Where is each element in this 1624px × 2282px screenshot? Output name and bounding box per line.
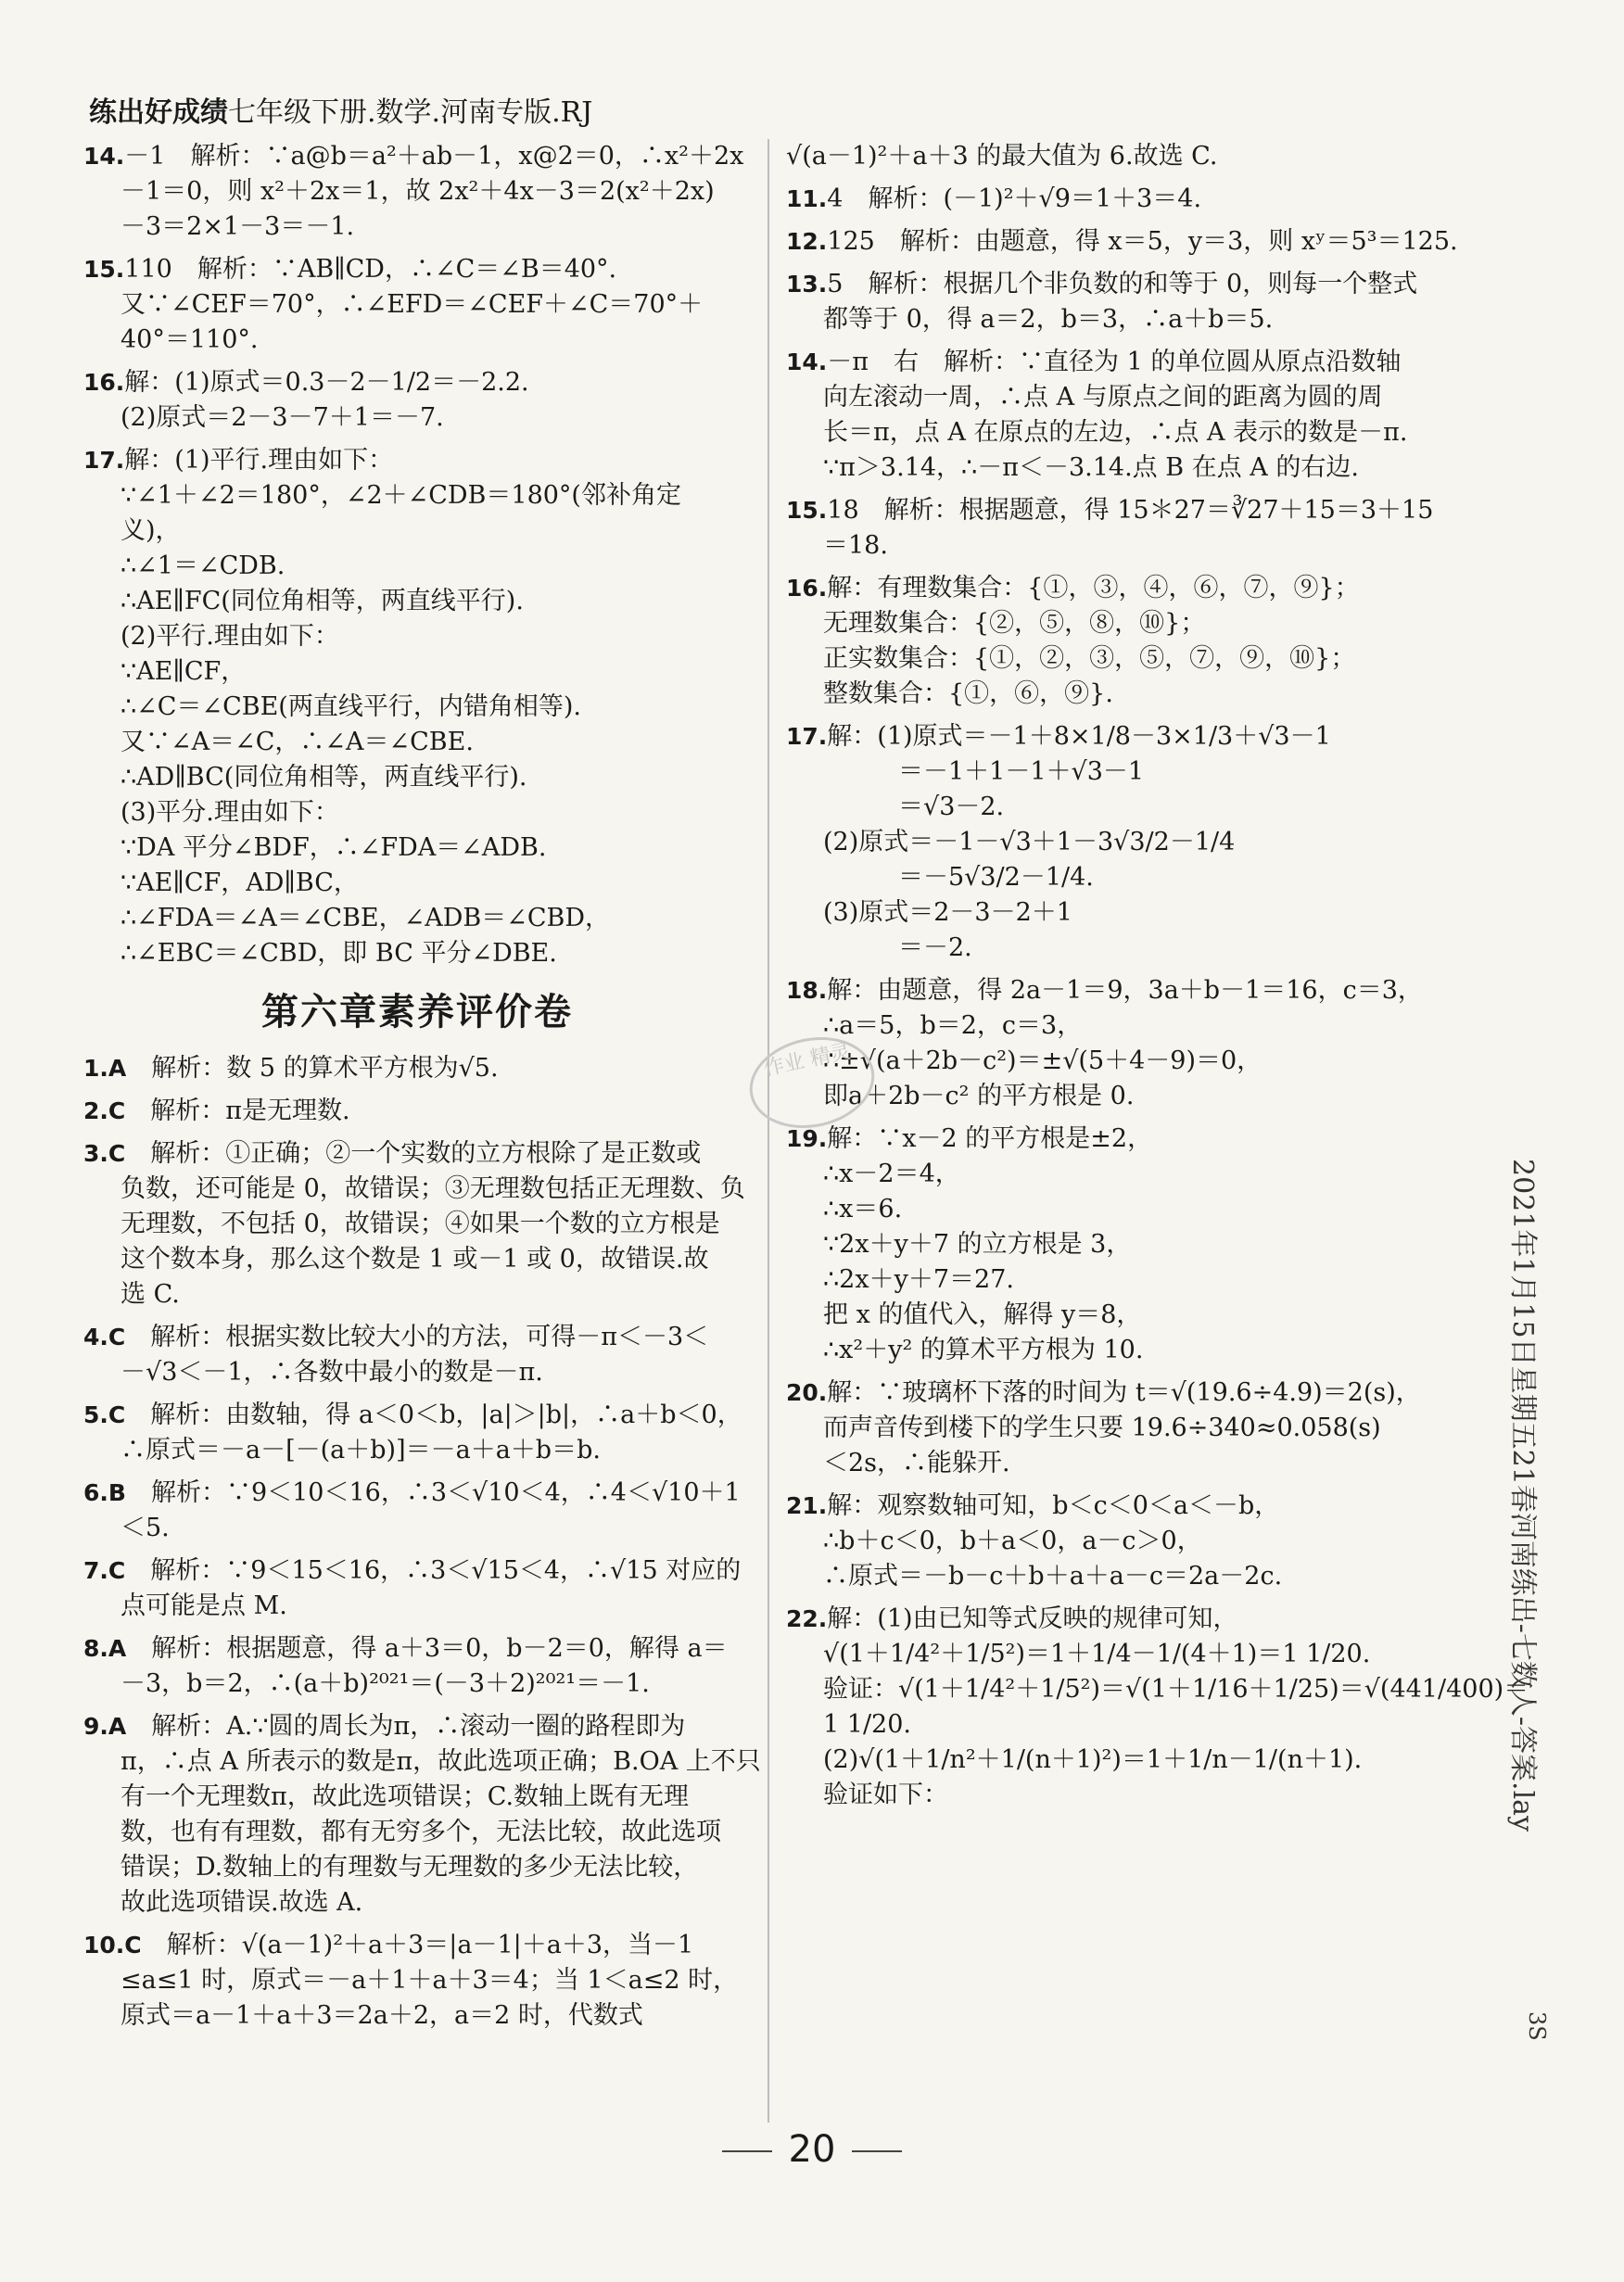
answer-text: ＝√3－2.	[823, 792, 1005, 821]
answer-line	[83, 1277, 751, 1312]
answer-text: 验证如下：	[823, 1781, 948, 1809]
answer-text: 点可能是点 M.	[121, 1591, 287, 1620]
answer-text: 解：∵玻璃杯下落的时间为 t＝√(19.6÷4.9)＝2(s)，	[827, 1378, 1421, 1407]
answer-line	[786, 677, 1463, 712]
answer-item	[786, 224, 1463, 260]
answer-line	[83, 690, 751, 725]
answer-number: 12.	[786, 228, 828, 255]
answer-line	[83, 795, 751, 830]
answer-line	[83, 1885, 751, 1921]
answer-line	[786, 1376, 1463, 1411]
answer-text: √(a－1)²＋a＋3 的最大值为 6.故选 C.	[786, 142, 1218, 171]
answer-text: ∴∠1＝∠CDB.	[121, 551, 285, 580]
answer-text: ∵∠1＋∠2＝180°，∠2＋∠CDB＝180°(邻补角定	[121, 481, 681, 510]
answer-text: 无理数集合：{②，⑤，⑧，⑩}；	[823, 609, 1206, 638]
answer-line	[83, 1398, 751, 1433]
answer-text: 解析：根据题意，得 a＋3＝0，b－2＝0，解得 a＝	[126, 1634, 728, 1663]
answer-line	[83, 1998, 751, 2034]
answer-line	[83, 1963, 751, 1998]
answer-text: 解析：①正确；②一个实数的立方根除了是正数或	[125, 1139, 702, 1168]
answer-line	[786, 345, 1463, 380]
answer-text: －1 解析：∵a@b＝a²＋ab－1，x@2＝0，∴x²＋2x	[124, 142, 744, 171]
answer-text: ＝－5√3/2－1/4.	[823, 863, 1094, 892]
answer-text: (2)原式＝2－3－7＋1＝－7.	[121, 403, 444, 432]
answer-line	[786, 825, 1463, 860]
answer-line	[83, 139, 751, 174]
answer-line	[786, 493, 1463, 528]
answer-line	[83, 760, 751, 795]
answer-item	[83, 1928, 751, 2034]
answer-text: 解析：∵9＜15＜16，∴3＜√15＜4，∴√15 对应的	[125, 1556, 742, 1585]
answer-number: 14.	[83, 143, 125, 170]
answer-line	[786, 1778, 1463, 1813]
answer-line	[83, 1511, 751, 1546]
footer-dash-left	[722, 2150, 772, 2152]
answer-line	[786, 1446, 1463, 1481]
answer-line	[786, 1122, 1463, 1157]
answer-text: ∵2x＋y＋7 的立方根是 3，	[823, 1230, 1132, 1259]
answer-text: 又∵∠CEF＝70°，∴∠EFD＝∠CEF＋∠C＝70°＋	[121, 290, 704, 319]
answer-text: ∴原式＝－a－[－(a＋b)]＝－a＋a＋b＝b.	[121, 1436, 601, 1464]
answer-item	[786, 571, 1463, 712]
answer-item	[786, 1122, 1463, 1368]
answer-text: 把 x 的值代入，解得 y＝8，	[823, 1300, 1142, 1329]
answer-text: 又∵∠A＝∠C，∴∠A＝∠CBE.	[121, 728, 474, 756]
answer-text: ∴AE∥FC(同位角相等，两直线平行).	[121, 587, 524, 615]
answer-line	[786, 267, 1463, 302]
answer-item	[786, 267, 1463, 337]
answer-item	[786, 139, 1463, 174]
answer-text: ∵DA 平分∠BDF，∴∠FDA＝∠ADB.	[121, 833, 547, 862]
answer-line	[83, 1631, 751, 1667]
answer-item	[83, 252, 751, 358]
answer-line	[83, 1094, 751, 1129]
answer-number: 7.C	[83, 1557, 126, 1584]
answer-text: 解：由题意，得 2a－1＝9，3a＋b－1＝16，c＝3，	[827, 976, 1423, 1005]
answer-line	[786, 224, 1463, 260]
answer-number: 19.	[786, 1125, 828, 1152]
answer-line	[786, 1743, 1463, 1778]
answer-number: 1.A	[83, 1055, 127, 1082]
answer-item	[83, 1094, 751, 1129]
answer-line	[83, 478, 751, 513]
answer-line	[83, 287, 751, 323]
answer-line	[83, 1172, 751, 1207]
answer-line	[786, 895, 1463, 931]
answer-text: ∴∠FDA＝∠A＝∠CBE，∠ADB＝∠CBD，	[121, 904, 611, 932]
answer-text: ∵AE∥CF，AD∥BC，	[121, 868, 359, 897]
answer-line	[83, 1355, 751, 1390]
answer-number: 17.	[83, 447, 125, 474]
answer-text: (2)原式＝－1－√3＋1－3√3/2－1/4	[823, 828, 1236, 856]
answer-text: ∴∠EBC＝∠CBD，即 BC 平分∠DBE.	[121, 939, 557, 968]
answer-line	[83, 1744, 761, 1780]
answer-text: 1 1/20.	[823, 1710, 911, 1739]
answer-item	[786, 1602, 1529, 1813]
answer-line	[786, 1637, 1463, 1672]
answer-line	[83, 1476, 751, 1511]
answer-text: ≤a≤1 时，原式＝－a＋1＋a＋3＝4；当 1＜a≤2 时，	[121, 1966, 739, 1995]
answer-number: 2.C	[83, 1097, 126, 1124]
answer-text: 有一个无理数π，故此选项错误；C.数轴上既有无理	[121, 1782, 690, 1811]
answer-item	[786, 719, 1463, 966]
answer-text: 解：有理数集合：{①，③，④，⑥，⑦，⑨}；	[827, 574, 1360, 602]
section-title: 第六章素养评价卷	[261, 991, 573, 1033]
answer-text: 解：观察数轴可知，b＜c＜0＜a＜－b，	[827, 1491, 1280, 1520]
answer-line	[83, 901, 751, 936]
answer-line	[786, 1262, 1463, 1298]
answer-text: 即a＋2b－c² 的平方根是 0.	[823, 1082, 1135, 1110]
answer-line	[83, 654, 751, 690]
answer-text: －3，b＝2，∴(a＋b)²⁰²¹＝(－3＋2)²⁰²¹＝－1.	[121, 1669, 650, 1698]
answer-line	[786, 860, 1463, 895]
answer-text: 解析：π是无理数.	[125, 1097, 350, 1125]
answer-text: 解析：∵9＜10＜16，∴3＜√10＜4，∴4＜√10＋1	[125, 1478, 741, 1507]
answer-line	[83, 1850, 751, 1885]
answer-text: 125 解析：由题意，得 x＝5，y＝3，则 xʸ＝5³＝125.	[827, 227, 1458, 256]
answer-text: ∵π＞3.14，∴－π＜－3.14.点 B 在点 A 的右边.	[823, 453, 1359, 482]
answer-text: π，∴点 A 所表示的数是π，故此选项正确；B.OA 上不只	[121, 1747, 761, 1776]
answer-number: 15.	[83, 256, 125, 283]
answer-number: 6.B	[83, 1479, 126, 1506]
answer-text: 长＝π，点 A 在原点的左边，∴点 A 表示的数是－π.	[823, 418, 1408, 447]
answer-line	[786, 571, 1463, 606]
answer-line	[83, 1136, 751, 1172]
answer-number: 16.	[786, 575, 828, 602]
answer-line	[786, 415, 1463, 450]
answer-text: 解：(1)由已知等式反映的规律可知，	[827, 1604, 1238, 1633]
side-file-label: 2021年1月15日星期五21春河南练出-七数人-答案.lay	[1506, 1159, 1539, 1832]
answer-line	[83, 619, 751, 654]
page-number: 20	[788, 2128, 836, 2171]
answer-text: 解：∵x－2 的平方根是±2，	[827, 1124, 1153, 1153]
answer-line	[83, 174, 751, 209]
answer-number: 18.	[786, 977, 828, 1004]
answer-text: ∴x²＋y² 的算术平方根为 10.	[823, 1336, 1144, 1364]
answer-line	[786, 1559, 1463, 1594]
book-subtitle: 七年级下册.数学.河南专版.RJ	[228, 96, 593, 129]
answer-line	[786, 1411, 1463, 1446]
answer-number: 17.	[786, 723, 828, 750]
answer-item	[83, 1136, 751, 1312]
answer-line	[83, 866, 751, 901]
answer-item	[83, 1709, 761, 1921]
answer-line	[786, 302, 1463, 337]
answer-number: 22.	[786, 1605, 828, 1632]
answer-line	[83, 936, 751, 971]
answer-text: 正实数集合：{①，②，③，⑤，⑦，⑨，⑩}；	[823, 644, 1356, 673]
answer-text: 解析：根据实数比较大小的方法，可得－π＜－3＜	[125, 1323, 709, 1351]
answer-line	[83, 365, 751, 400]
answer-text: ∴±√(a＋2b－c²)＝±√(5＋4－9)＝0，	[823, 1046, 1262, 1075]
answer-text: 故此选项错误.故选 A.	[121, 1888, 363, 1917]
answer-line	[83, 1320, 751, 1355]
book-title: 练出好成绩	[89, 96, 228, 129]
answer-line	[786, 380, 1463, 415]
answer-line	[83, 1242, 751, 1277]
answer-text: 40°＝110°.	[121, 325, 259, 354]
answer-line	[786, 1157, 1463, 1192]
answer-line	[786, 1333, 1463, 1368]
answer-line	[786, 182, 1463, 217]
answer-line	[83, 1589, 751, 1624]
side-small-label: 3S	[1524, 2011, 1550, 2041]
answer-line	[786, 450, 1463, 486]
answer-line	[786, 1079, 1463, 1114]
answer-text: (3)原式＝2－3－2＋1	[823, 898, 1072, 927]
answer-text: 这个数本身，那么这个数是 1 或－1 或 0，故错误.故	[121, 1245, 709, 1274]
answer-line	[83, 725, 751, 760]
answer-text: ＝18.	[823, 531, 888, 560]
answer-text: 选 C.	[121, 1280, 180, 1309]
page-footer	[0, 2128, 1624, 2171]
answer-number: 11.	[786, 185, 828, 212]
answer-number: 4.C	[83, 1324, 126, 1350]
answer-line	[786, 641, 1463, 677]
answer-line	[786, 1227, 1463, 1262]
stamp-text: 作业 精灵	[761, 1039, 853, 1082]
answer-text: 解析：由数轴，得 a＜0＜b，|a|＞|b|，∴a＋b＜0，	[125, 1401, 742, 1429]
answer-line	[83, 549, 751, 584]
answer-item	[786, 182, 1463, 217]
answer-line	[83, 1667, 751, 1702]
footer-dash-right	[852, 2150, 902, 2152]
answer-line	[83, 1928, 751, 1963]
answer-line	[83, 323, 751, 358]
answer-line	[83, 1207, 751, 1242]
answer-text: 原式＝a－1＋a＋3＝2a＋2，a＝2 时，代数式	[121, 2001, 643, 2030]
answer-number: 9.A	[83, 1713, 127, 1740]
answer-line	[786, 606, 1463, 641]
answer-item	[786, 493, 1463, 564]
answer-text: 解析：数 5 的算术平方根为√5.	[126, 1054, 499, 1083]
answer-item	[786, 345, 1463, 486]
answer-text: ＜2s，∴能躲开.	[823, 1449, 1010, 1477]
answer-number: 20.	[786, 1379, 828, 1406]
answer-item	[786, 1489, 1463, 1594]
answer-text: 4 解析：(－1)²＋√9＝1＋3＝4.	[827, 184, 1202, 213]
answer-text: 解析：A.∵圆的周长为π，∴滚动一圈的路程即为	[126, 1712, 686, 1741]
answer-text: √(1＋1/4²＋1/5²)＝1＋1/4－1/(4＋1)＝1 1/20.	[823, 1640, 1371, 1668]
answer-text: ＝－1＋1－1＋√3－1	[823, 757, 1145, 786]
answer-line	[83, 1815, 751, 1850]
answer-line	[786, 1707, 1463, 1743]
answer-line	[83, 1051, 751, 1086]
answer-text: －√3＜－1，∴各数中最小的数是－π.	[121, 1358, 543, 1387]
answer-line	[786, 1008, 1463, 1044]
answer-line	[786, 1524, 1463, 1559]
answer-text: 义)，	[121, 516, 181, 545]
answer-text: ∴x＝6.	[823, 1195, 903, 1223]
answer-line	[786, 1489, 1463, 1524]
answer-text: 向左滚动一周，∴点 A 与原点之间的距离为圆的周	[823, 383, 1383, 412]
answer-text: (2)√(1＋1/n²＋1/(n＋1)²)＝1＋1/n－1/(n＋1).	[823, 1745, 1363, 1774]
answer-item	[83, 443, 751, 971]
answer-number: 10.C	[83, 1932, 142, 1959]
answer-line	[83, 1780, 751, 1815]
left-column	[83, 139, 761, 2041]
answer-line	[83, 513, 751, 549]
answer-text: 错误；D.数轴上的有理数与无理数的多少无法比较，	[121, 1853, 699, 1882]
answer-text: －3＝2×1－3＝－1.	[121, 212, 355, 241]
answer-line	[786, 754, 1463, 790]
answer-item	[83, 1631, 751, 1702]
answer-text: 解：(1)原式＝0.3－2－1/2＝－2.2.	[124, 368, 529, 397]
answer-text: ∵AE∥CF，	[121, 657, 247, 686]
answer-line	[786, 528, 1463, 564]
answer-text: 而声音传到楼下的学生只要 19.6÷340≈0.058(s)	[823, 1414, 1381, 1442]
answer-text: 解析：√(a－1)²＋a＋3＝|a－1|＋a＋3，当－1	[141, 1931, 694, 1959]
answer-line	[786, 931, 1463, 966]
left-answers-top	[83, 139, 751, 971]
answer-text: －1＝0，则 x²＋2x＝1，故 2x²＋4x－3＝2(x²＋2x)	[121, 177, 715, 206]
answer-line	[786, 1672, 1529, 1707]
answer-line	[786, 1602, 1463, 1637]
answer-text: 验证：√(1＋1/4²＋1/5²)＝√(1＋1/16＋1/25)＝√(441/400)＝	[823, 1675, 1529, 1704]
answer-line	[786, 1298, 1463, 1333]
answer-line	[786, 1044, 1463, 1079]
answer-line	[83, 584, 751, 619]
left-answers-bottom	[83, 1051, 761, 2034]
answer-line	[83, 209, 751, 245]
answer-item	[83, 139, 751, 245]
answer-number: 15.	[786, 497, 828, 524]
answer-number: 5.C	[83, 1401, 126, 1428]
answer-line	[83, 1709, 751, 1744]
answer-text: (3)平分.理由如下：	[121, 798, 339, 827]
answer-number: 8.A	[83, 1635, 127, 1662]
answer-item	[83, 1320, 751, 1390]
answer-text: ＜5.	[121, 1514, 170, 1542]
answer-text: －π 右 解析：∵直径为 1 的单位圆从原点沿数轴	[827, 348, 1402, 376]
answer-text: 无理数，不包括 0，故错误；④如果一个数的立方根是	[121, 1210, 720, 1238]
answer-text: ∴b＋c＜0，b＋a＜0，a－c＞0，	[823, 1527, 1202, 1555]
answer-number: 21.	[786, 1492, 828, 1519]
answer-text: 负数，还可能是 0，故错误；③无理数包括正无理数、负	[121, 1174, 745, 1203]
answer-text: 解：(1)平行.理由如下：	[124, 446, 394, 475]
answer-line	[786, 790, 1463, 825]
answer-text: ∴2x＋y＋7＝27.	[823, 1265, 1014, 1294]
running-header	[89, 89, 592, 130]
answer-line	[83, 443, 751, 478]
answer-line	[786, 139, 1463, 174]
answer-line	[83, 1553, 751, 1589]
answer-number: 14.	[786, 349, 828, 375]
answer-number: 13.	[786, 271, 828, 298]
answer-number: 16.	[83, 369, 125, 396]
answer-line	[786, 973, 1463, 1008]
answer-text: 整数集合：{①，⑥，⑨}.	[823, 679, 1113, 708]
answer-text: ∴a＝5，b＝2，c＝3，	[823, 1011, 1083, 1040]
column-divider	[768, 139, 769, 2123]
answer-item	[83, 1051, 751, 1086]
answer-text: ∴x－2＝4，	[823, 1160, 960, 1188]
answer-text: ∴原式＝－b－c＋b＋a＋a－c＝2a－2c.	[823, 1562, 1283, 1591]
answer-text: (2)平行.理由如下：	[121, 622, 339, 651]
answer-text: 110 解析：∵AB∥CD，∴∠C＝∠B＝40°.	[124, 255, 617, 284]
answer-text: 解：(1)原式＝－1＋8×1/8－3×1/3＋√3－1	[827, 722, 1331, 751]
answer-text: 数，也有有理数，都有无穷多个，无法比较，故此选项	[121, 1818, 721, 1846]
answer-line	[83, 1433, 751, 1468]
answer-item	[83, 1476, 751, 1546]
answer-text: 5 解析：根据几个非负数的和等于 0，则每一个整式	[827, 270, 1418, 298]
answer-item	[83, 1398, 751, 1468]
answer-number: 3.C	[83, 1140, 126, 1167]
answer-item	[83, 1553, 751, 1624]
answer-text: ＝－2.	[823, 933, 972, 962]
answer-line	[83, 400, 751, 436]
answer-text: ∴∠C＝∠CBE(两直线平行，内错角相等).	[121, 692, 581, 721]
answer-line	[83, 830, 751, 866]
answer-item	[786, 973, 1463, 1114]
answer-text: ∴AD∥BC(同位角相等，两直线平行).	[121, 763, 527, 792]
answer-line	[786, 719, 1463, 754]
answer-line	[83, 252, 751, 287]
answer-text: 18 解析：根据题意，得 15＊27＝∛27＋15＝3＋15	[827, 496, 1434, 525]
answer-item	[83, 365, 751, 436]
answer-item	[786, 1376, 1463, 1481]
answer-text: 都等于 0，得 a＝2，b＝3，∴a＋b＝5.	[823, 305, 1274, 334]
answer-line	[786, 1192, 1463, 1227]
